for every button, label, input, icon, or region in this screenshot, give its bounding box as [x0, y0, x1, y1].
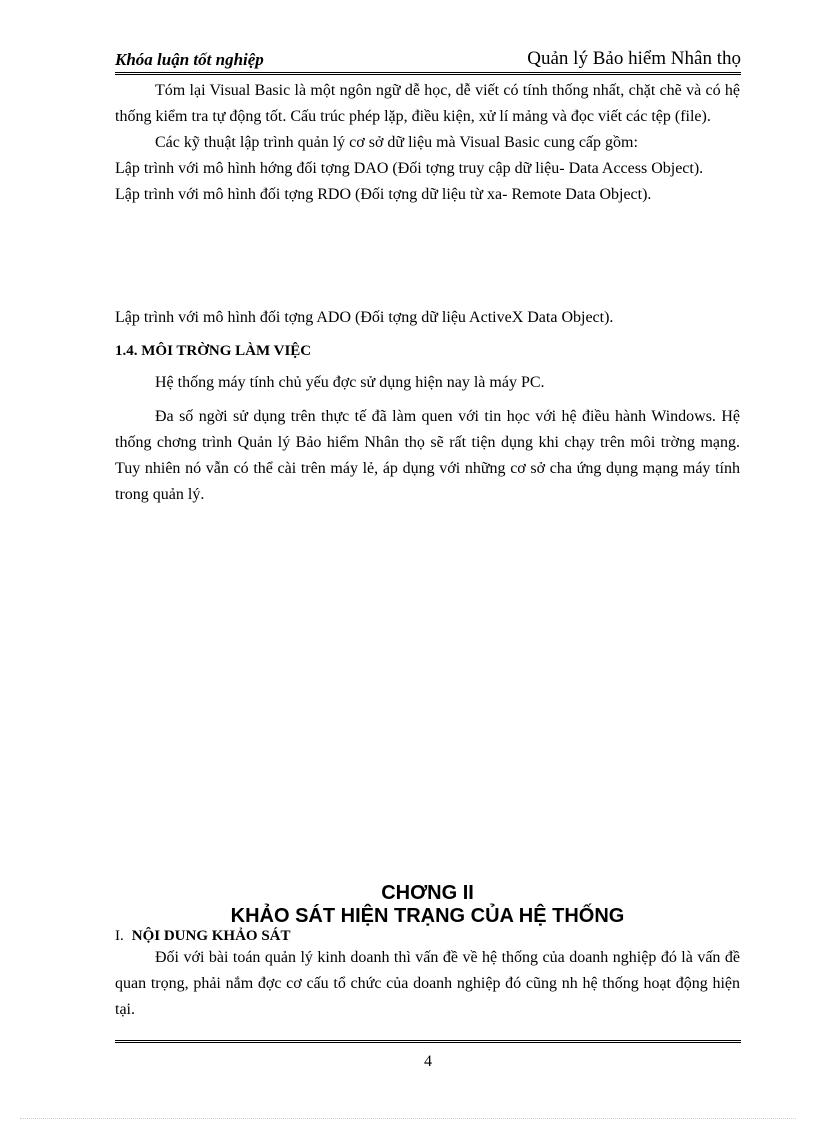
- page-edge-divider: [20, 1118, 796, 1119]
- survey-section: [115, 945, 740, 1023]
- ado-section: [115, 305, 740, 331]
- section-title: NỘI DUNG KHẢO SÁT: [131, 928, 291, 944]
- paragraph-rdo: Lập trình với mô hình đối tợng RDO (Đối tợng dữ liệu từ xa- Remote Data Object).: [115, 186, 652, 203]
- page-number: 4: [424, 1053, 432, 1070]
- header-thesis-label: Khóa luận tốt nghiệp: [115, 50, 264, 69]
- header-topic-label: Quản lý Bảo hiểm Nhân thọ: [527, 48, 741, 69]
- paragraph-dao: Lập trình với mô hình hớng đối tợng DAO (Đối tợng truy cập dữ liệu- Data Access Object).: [115, 160, 704, 177]
- paragraph-pc: Hệ thống máy tính chủ yếu đợc sử dụng hiện nay là máy PC.: [155, 374, 545, 391]
- paragraph-db-techniques: Các kỹ thuật lập trình quản lý cơ sở dữ liệu mà Visual Basic cung cấp gồm:: [155, 134, 638, 151]
- section-heading-environment: 1.4. MÔI TRỜNG LÀM VIỆC: [115, 343, 312, 359]
- intro-section: [115, 78, 740, 208]
- section-heading-survey: [115, 928, 291, 945]
- paragraph-vb-summary: Tóm lại Visual Basic là một ngôn ngữ dễ học, dễ viết có tính thống nhất, chặt chẽ và có hệ thống kiểm tra tự động tốt. Cấu trúc phép lặp, điều kiện, xử lí mảng và đọc viết các tệp (file).: [115, 82, 740, 125]
- chapter-title: KHẢO SÁT HIỆN TRẠNG CỦA HỆ THỐNG: [230, 905, 625, 927]
- section-number: I.: [115, 928, 124, 944]
- footer-rule: [115, 1040, 741, 1043]
- environment-section: [115, 370, 740, 508]
- paragraph-survey: Đối với bài toán quản lý kinh doanh thì vấn đề về hệ thống của doanh nghiệp đó là vấn đề quan trọng, phải nắm đợc cơ cấu tổ chức của doanh nghiệp đó cũng nh hệ thống hoạt động hiện tại.: [115, 949, 740, 1018]
- paragraph-ado: Lập trình với mô hình đối tợng ADO (Đối tợng dữ liệu ActiveX Data Object).: [115, 309, 614, 326]
- paragraph-windows: Đa số ngời sử dụng trên thực tế đã làm quen với tin học với hệ điều hành Windows. Hệ thống chơng trình Quản lý Bảo hiểm Nhân thọ sẽ rất tiện dụng khi chạy trên môi trờng mạng. Tuy nhiên nó vẫn có thể cài trên máy lẻ, áp dụng với những cơ sở cha ứng dụng mạng máy tính trong quản lý.: [115, 408, 740, 503]
- chapter-number: CHƠNG II: [381, 882, 474, 904]
- page-header: [115, 44, 741, 75]
